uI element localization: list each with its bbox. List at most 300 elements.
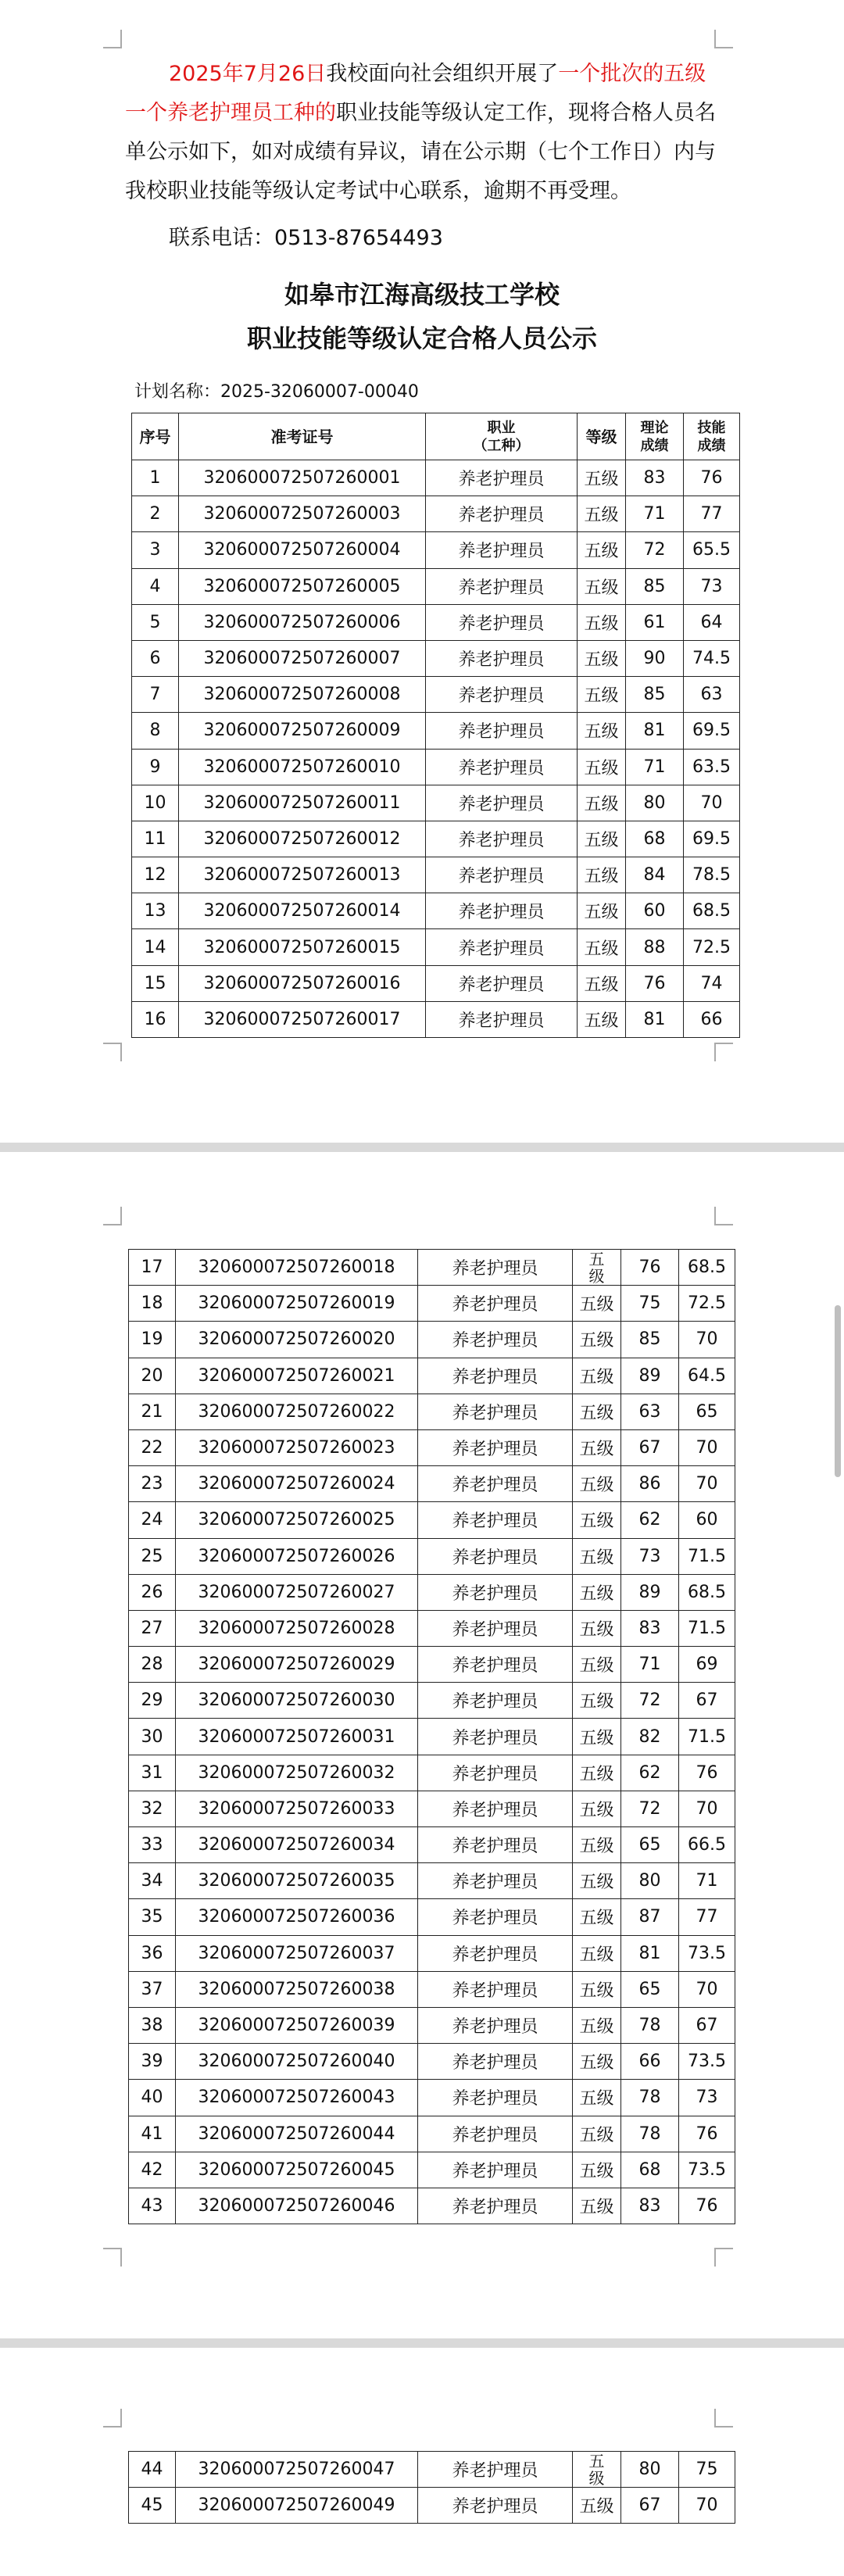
row-no: 44 bbox=[129, 2452, 176, 2488]
exam-id: 320600072507260015 bbox=[179, 929, 426, 965]
theory-score: 80 bbox=[621, 1863, 679, 1899]
theory-score: 78 bbox=[621, 2116, 679, 2152]
theory-score: 88 bbox=[626, 929, 684, 965]
skill-score: 74 bbox=[684, 965, 740, 1001]
grade: 五级 bbox=[573, 2007, 621, 2043]
grade: 五级 bbox=[573, 1863, 621, 1899]
exam-id: 320600072507260031 bbox=[176, 1719, 418, 1755]
grade: 五级 bbox=[573, 1322, 621, 1358]
exam-id: 320600072507260016 bbox=[179, 965, 426, 1001]
grade: 五级 bbox=[578, 749, 626, 785]
grade: 五级 bbox=[573, 1971, 621, 2007]
table-row bbox=[129, 1466, 735, 1502]
notice-text-1: 我校面向社会组织开展了 bbox=[326, 62, 559, 86]
row-no: 28 bbox=[129, 1647, 176, 1683]
grade: 五级 bbox=[573, 2116, 621, 2152]
skill-score: 70 bbox=[679, 1429, 735, 1465]
row-no: 39 bbox=[129, 2044, 176, 2080]
table-row bbox=[132, 460, 740, 496]
theory-score: 75 bbox=[621, 1286, 679, 1322]
row-no: 4 bbox=[132, 568, 179, 604]
table-row bbox=[129, 1502, 735, 1538]
table-header-row bbox=[132, 413, 740, 460]
table-row bbox=[129, 1971, 735, 2007]
table-row bbox=[132, 640, 740, 676]
occupation: 养老护理员 bbox=[426, 568, 578, 604]
exam-id: 320600072507260039 bbox=[176, 2007, 418, 2043]
occupation: 养老护理员 bbox=[418, 1827, 573, 1863]
crop-mark bbox=[714, 2409, 733, 2428]
row-no: 23 bbox=[129, 1466, 176, 1502]
exam-id: 320600072507260026 bbox=[176, 1538, 418, 1574]
theory-score: 72 bbox=[621, 1791, 679, 1826]
exam-id: 320600072507260044 bbox=[176, 2116, 418, 2152]
skill-score: 65.5 bbox=[684, 532, 740, 568]
theory-score: 80 bbox=[626, 785, 684, 821]
row-no: 13 bbox=[132, 893, 179, 929]
occupation: 养老护理员 bbox=[418, 2188, 573, 2224]
skill-score: 72.5 bbox=[684, 929, 740, 965]
theory-score: 85 bbox=[621, 1322, 679, 1358]
theory-score: 61 bbox=[626, 604, 684, 640]
occupation: 养老护理员 bbox=[418, 1286, 573, 1322]
exam-id: 320600072507260023 bbox=[176, 1429, 418, 1465]
theory-score: 76 bbox=[626, 965, 684, 1001]
exam-id: 320600072507260006 bbox=[179, 604, 426, 640]
theory-score: 81 bbox=[626, 1001, 684, 1037]
row-no: 25 bbox=[129, 1538, 176, 1574]
occupation: 养老护理员 bbox=[418, 1755, 573, 1791]
table-row bbox=[129, 1286, 735, 1322]
theory-score: 60 bbox=[626, 893, 684, 929]
skill-score: 71 bbox=[679, 1863, 735, 1899]
skill-score: 66 bbox=[684, 1001, 740, 1037]
grade: 五级 bbox=[578, 604, 626, 640]
skill-score: 72.5 bbox=[679, 1286, 735, 1322]
exam-id: 320600072507260022 bbox=[176, 1394, 418, 1429]
occupation: 养老护理员 bbox=[418, 1466, 573, 1502]
skill-score: 73.5 bbox=[679, 2044, 735, 2080]
row-no: 19 bbox=[129, 1322, 176, 1358]
table-row bbox=[132, 821, 740, 857]
occupation: 养老护理员 bbox=[418, 1502, 573, 1538]
skill-score: 68.5 bbox=[679, 1574, 735, 1610]
exam-id: 320600072507260040 bbox=[176, 2044, 418, 2080]
table-row bbox=[132, 749, 740, 785]
notice-project: 一个批次的五级一个养老护理员工种的 bbox=[125, 62, 706, 125]
skill-score: 71.5 bbox=[679, 1538, 735, 1574]
occupation: 养老护理员 bbox=[418, 1322, 573, 1358]
occupation: 养老护理员 bbox=[426, 929, 578, 965]
table-row bbox=[132, 785, 740, 821]
table-row bbox=[132, 568, 740, 604]
occupation: 养老护理员 bbox=[426, 713, 578, 749]
table-row bbox=[129, 2044, 735, 2080]
exam-id: 320600072507260011 bbox=[179, 785, 426, 821]
row-no: 42 bbox=[129, 2152, 176, 2188]
exam-id: 320600072507260034 bbox=[176, 1827, 418, 1863]
occupation: 养老护理员 bbox=[426, 604, 578, 640]
theory-score: 68 bbox=[621, 2152, 679, 2188]
theory-score: 67 bbox=[621, 1429, 679, 1465]
crop-mark bbox=[714, 1043, 733, 1061]
skill-score: 63.5 bbox=[684, 749, 740, 785]
exam-id: 320600072507260014 bbox=[179, 893, 426, 929]
grade: 五级 bbox=[578, 713, 626, 749]
grade: 五级 bbox=[573, 1394, 621, 1429]
grade: 五级 bbox=[573, 1683, 621, 1719]
table-row bbox=[129, 1791, 735, 1826]
occupation: 养老护理员 bbox=[426, 785, 578, 821]
theory-score: 71 bbox=[621, 1647, 679, 1683]
table-row bbox=[129, 2488, 735, 2524]
school-title: 如皋市江海高级技工学校 bbox=[284, 280, 560, 309]
table-row bbox=[129, 2080, 735, 2116]
occupation: 养老护理员 bbox=[418, 1719, 573, 1755]
row-no: 21 bbox=[129, 1394, 176, 1429]
skill-score: 65 bbox=[679, 1394, 735, 1429]
grade: 五级 bbox=[578, 460, 626, 496]
table-row bbox=[129, 2116, 735, 2152]
crop-mark bbox=[714, 2248, 733, 2267]
exam-id: 320600072507260046 bbox=[176, 2188, 418, 2224]
scrollbar-thumb[interactable] bbox=[835, 1305, 841, 1477]
notice-title: 职业技能等级认定合格人员公示 bbox=[246, 324, 597, 353]
document-page-1 bbox=[0, 0, 844, 1143]
exam-id: 320600072507260029 bbox=[176, 1647, 418, 1683]
table-row bbox=[132, 929, 740, 965]
skill-score: 75 bbox=[679, 2452, 735, 2488]
skill-score: 67 bbox=[679, 1683, 735, 1719]
grade: 五级 bbox=[578, 568, 626, 604]
skill-score: 76 bbox=[679, 2188, 735, 2224]
skill-score: 71.5 bbox=[679, 1610, 735, 1646]
grade: 五级 bbox=[573, 2452, 621, 2488]
row-no: 43 bbox=[129, 2188, 176, 2224]
occupation: 养老护理员 bbox=[426, 532, 578, 568]
table-row bbox=[132, 677, 740, 713]
table-row bbox=[129, 2188, 735, 2224]
grade: 五级 bbox=[578, 893, 626, 929]
table-row bbox=[129, 1429, 735, 1465]
skill-score: 68.5 bbox=[684, 893, 740, 929]
skill-score: 76 bbox=[679, 1755, 735, 1791]
theory-score: 81 bbox=[626, 713, 684, 749]
table-row bbox=[129, 1683, 735, 1719]
exam-id: 320600072507260025 bbox=[176, 1502, 418, 1538]
grade: 五级 bbox=[573, 1286, 621, 1322]
occupation: 养老护理员 bbox=[426, 460, 578, 496]
exam-id: 320600072507260020 bbox=[176, 1322, 418, 1358]
exam-id: 320600072507260038 bbox=[176, 1971, 418, 2007]
table-row bbox=[129, 1322, 735, 1358]
skill-score: 70 bbox=[684, 785, 740, 821]
exam-id: 320600072507260009 bbox=[179, 713, 426, 749]
exam-id: 320600072507260045 bbox=[176, 2152, 418, 2188]
skill-score: 77 bbox=[679, 1899, 735, 1935]
skill-score: 76 bbox=[679, 2116, 735, 2152]
grade: 五级 bbox=[578, 640, 626, 676]
crop-mark bbox=[103, 1043, 122, 1061]
row-no: 37 bbox=[129, 1971, 176, 2007]
theory-score: 72 bbox=[626, 532, 684, 568]
row-no: 41 bbox=[129, 2116, 176, 2152]
occupation: 养老护理员 bbox=[418, 1250, 573, 1286]
theory-score: 83 bbox=[626, 460, 684, 496]
occupation: 养老护理员 bbox=[418, 1683, 573, 1719]
grade: 五级 bbox=[578, 677, 626, 713]
table-row bbox=[132, 857, 740, 893]
skill-score: 69.5 bbox=[684, 713, 740, 749]
header-occupation: 职业 （工种） bbox=[426, 413, 578, 460]
grade: 五级 bbox=[573, 1827, 621, 1863]
row-no: 33 bbox=[129, 1827, 176, 1863]
skill-score: 64 bbox=[684, 604, 740, 640]
theory-score: 71 bbox=[626, 496, 684, 532]
row-no: 40 bbox=[129, 2080, 176, 2116]
occupation: 养老护理员 bbox=[426, 821, 578, 857]
theory-score: 72 bbox=[621, 1683, 679, 1719]
row-no: 5 bbox=[132, 604, 179, 640]
row-no: 27 bbox=[129, 1610, 176, 1646]
grade: 五级 bbox=[573, 2080, 621, 2116]
skill-score: 70 bbox=[679, 1971, 735, 2007]
table-row bbox=[129, 1610, 735, 1646]
table-row bbox=[129, 1358, 735, 1394]
exam-id: 320600072507260032 bbox=[176, 1755, 418, 1791]
exam-id: 320600072507260033 bbox=[176, 1791, 418, 1826]
theory-score: 78 bbox=[621, 2080, 679, 2116]
header-theory-score: 理论 成绩 bbox=[626, 413, 684, 460]
row-no: 15 bbox=[132, 965, 179, 1001]
exam-id: 320600072507260010 bbox=[179, 749, 426, 785]
crop-mark bbox=[103, 1207, 122, 1225]
row-no: 9 bbox=[132, 749, 179, 785]
occupation: 养老护理员 bbox=[426, 640, 578, 676]
occupation: 养老护理员 bbox=[426, 749, 578, 785]
grade: 五级 bbox=[578, 965, 626, 1001]
row-no: 22 bbox=[129, 1429, 176, 1465]
exam-id: 320600072507260021 bbox=[176, 1358, 418, 1394]
plan-name: 计划名称：2025-32060007-00040 bbox=[134, 382, 419, 402]
occupation: 养老护理员 bbox=[418, 2044, 573, 2080]
grade: 五级 bbox=[578, 857, 626, 893]
crop-mark bbox=[103, 2248, 122, 2267]
document-page-2 bbox=[0, 1152, 844, 2338]
occupation: 养老护理员 bbox=[418, 1574, 573, 1610]
skill-score: 73 bbox=[679, 2080, 735, 2116]
occupation: 养老护理员 bbox=[418, 1647, 573, 1683]
row-no: 34 bbox=[129, 1863, 176, 1899]
grade: 五级 bbox=[573, 2152, 621, 2188]
exam-id: 320600072507260036 bbox=[176, 1899, 418, 1935]
document-page-3 bbox=[0, 2348, 844, 2576]
row-no: 12 bbox=[132, 857, 179, 893]
row-no: 3 bbox=[132, 532, 179, 568]
occupation: 养老护理员 bbox=[426, 1001, 578, 1037]
theory-score: 63 bbox=[621, 1394, 679, 1429]
theory-score: 90 bbox=[626, 640, 684, 676]
grade: 五级 bbox=[573, 1429, 621, 1465]
theory-score: 89 bbox=[621, 1358, 679, 1394]
occupation: 养老护理员 bbox=[418, 2452, 573, 2488]
occupation: 养老护理员 bbox=[418, 1394, 573, 1429]
exam-id: 320600072507260024 bbox=[176, 1466, 418, 1502]
occupation: 养老护理员 bbox=[418, 2152, 573, 2188]
theory-score: 65 bbox=[621, 1971, 679, 2007]
table-row bbox=[132, 1001, 740, 1037]
theory-score: 62 bbox=[621, 1502, 679, 1538]
grade: 五级 bbox=[573, 1899, 621, 1935]
row-no: 29 bbox=[129, 1683, 176, 1719]
skill-score: 70 bbox=[679, 1466, 735, 1502]
exam-id: 320600072507260003 bbox=[179, 496, 426, 532]
theory-score: 67 bbox=[621, 2488, 679, 2524]
table-row bbox=[129, 1574, 735, 1610]
occupation: 养老护理员 bbox=[418, 1610, 573, 1646]
theory-score: 76 bbox=[621, 1250, 679, 1286]
occupation: 养老护理员 bbox=[418, 1791, 573, 1826]
skill-score: 71.5 bbox=[679, 1719, 735, 1755]
occupation: 养老护理员 bbox=[418, 1971, 573, 2007]
grade: 五级 bbox=[573, 1935, 621, 1971]
grade: 五级 bbox=[573, 1466, 621, 1502]
grade: 五级 bbox=[578, 532, 626, 568]
grade: 五级 bbox=[573, 1538, 621, 1574]
row-no: 7 bbox=[132, 677, 179, 713]
skill-score: 73.5 bbox=[679, 2152, 735, 2188]
exam-id: 320600072507260001 bbox=[179, 460, 426, 496]
table-row bbox=[132, 496, 740, 532]
occupation: 养老护理员 bbox=[418, 1358, 573, 1394]
results-table-page-1 bbox=[131, 413, 740, 1038]
theory-score: 83 bbox=[621, 1610, 679, 1646]
row-no: 14 bbox=[132, 929, 179, 965]
grade: 五级 bbox=[578, 821, 626, 857]
table-row bbox=[129, 1538, 735, 1574]
theory-score: 87 bbox=[621, 1899, 679, 1935]
occupation: 养老护理员 bbox=[426, 496, 578, 532]
results-table-page-2 bbox=[128, 1249, 735, 2224]
row-no: 31 bbox=[129, 1755, 176, 1791]
grade: 五级 bbox=[573, 1719, 621, 1755]
skill-score: 69 bbox=[679, 1647, 735, 1683]
table-row bbox=[129, 1935, 735, 1971]
exam-id: 320600072507260030 bbox=[176, 1683, 418, 1719]
table-row bbox=[129, 1863, 735, 1899]
table-row bbox=[129, 2007, 735, 2043]
crop-mark bbox=[103, 30, 122, 48]
exam-id: 320600072507260047 bbox=[176, 2452, 418, 2488]
skill-score: 67 bbox=[679, 2007, 735, 2043]
theory-score: 65 bbox=[621, 1827, 679, 1863]
grade: 五级 bbox=[578, 785, 626, 821]
skill-score: 69.5 bbox=[684, 821, 740, 857]
skill-score: 66.5 bbox=[679, 1827, 735, 1863]
contact-phone: 联系电话：0513-87654493 bbox=[169, 226, 443, 250]
skill-score: 77 bbox=[684, 496, 740, 532]
row-no: 30 bbox=[129, 1719, 176, 1755]
exam-id: 320600072507260017 bbox=[179, 1001, 426, 1037]
theory-score: 86 bbox=[621, 1466, 679, 1502]
row-no: 45 bbox=[129, 2488, 176, 2524]
grade: 五级 bbox=[573, 1250, 621, 1286]
exam-id: 320600072507260027 bbox=[176, 1574, 418, 1610]
skill-score: 60 bbox=[679, 1502, 735, 1538]
skill-score: 70 bbox=[679, 1791, 735, 1826]
skill-score: 74.5 bbox=[684, 640, 740, 676]
table-row bbox=[129, 2452, 735, 2488]
grade: 五级 bbox=[573, 2488, 621, 2524]
row-no: 38 bbox=[129, 2007, 176, 2043]
grade: 五级 bbox=[573, 1610, 621, 1646]
theory-score: 80 bbox=[621, 2452, 679, 2488]
exam-id: 320600072507260004 bbox=[179, 532, 426, 568]
table-row bbox=[132, 604, 740, 640]
skill-score: 70 bbox=[679, 1322, 735, 1358]
grade: 五级 bbox=[573, 1358, 621, 1394]
occupation: 养老护理员 bbox=[418, 1863, 573, 1899]
theory-score: 66 bbox=[621, 2044, 679, 2080]
exam-id: 320600072507260037 bbox=[176, 1935, 418, 1971]
table-row bbox=[129, 1827, 735, 1863]
occupation: 养老护理员 bbox=[418, 2080, 573, 2116]
row-no: 11 bbox=[132, 821, 179, 857]
row-no: 16 bbox=[132, 1001, 179, 1037]
theory-score: 85 bbox=[626, 677, 684, 713]
row-no: 1 bbox=[132, 460, 179, 496]
table-row bbox=[129, 1899, 735, 1935]
table-row bbox=[132, 713, 740, 749]
grade: 五级 bbox=[578, 929, 626, 965]
theory-score: 84 bbox=[626, 857, 684, 893]
grade: 五级 bbox=[573, 1755, 621, 1791]
header-no: 序号 bbox=[132, 413, 179, 460]
crop-mark bbox=[103, 2409, 122, 2428]
row-no: 26 bbox=[129, 1574, 176, 1610]
theory-score: 62 bbox=[621, 1755, 679, 1791]
theory-score: 82 bbox=[621, 1719, 679, 1755]
theory-score: 89 bbox=[621, 1574, 679, 1610]
occupation: 养老护理员 bbox=[418, 1429, 573, 1465]
row-no: 32 bbox=[129, 1791, 176, 1826]
exam-id: 320600072507260035 bbox=[176, 1863, 418, 1899]
table-row bbox=[132, 532, 740, 568]
exam-id: 320600072507260007 bbox=[179, 640, 426, 676]
exam-id: 320600072507260012 bbox=[179, 821, 426, 857]
skill-score: 68.5 bbox=[679, 1250, 735, 1286]
row-no: 10 bbox=[132, 785, 179, 821]
grade: 五级 bbox=[573, 1791, 621, 1826]
row-no: 17 bbox=[129, 1250, 176, 1286]
theory-score: 68 bbox=[626, 821, 684, 857]
grade: 五级 bbox=[578, 496, 626, 532]
exam-id: 320600072507260013 bbox=[179, 857, 426, 893]
skill-score: 76 bbox=[684, 460, 740, 496]
skill-score: 73 bbox=[684, 568, 740, 604]
notice-text-2: 职业技能等级认定工作，现将合格人员名单公示如下，如对成绩有异议，请在公示期（七个工作日）内与我校职业技能等级认定考试中心联系，逾期不再受理。 bbox=[125, 101, 716, 203]
notice-date: 2025年7月26日 bbox=[169, 62, 327, 86]
notice-paragraph bbox=[125, 55, 727, 211]
theory-score: 73 bbox=[621, 1538, 679, 1574]
grade: 五级 bbox=[573, 1502, 621, 1538]
occupation: 养老护理员 bbox=[426, 677, 578, 713]
crop-mark bbox=[714, 1207, 733, 1225]
skill-score: 73.5 bbox=[679, 1935, 735, 1971]
exam-id: 320600072507260008 bbox=[179, 677, 426, 713]
grade: 五级 bbox=[573, 1574, 621, 1610]
grade: 五级 bbox=[573, 2188, 621, 2224]
